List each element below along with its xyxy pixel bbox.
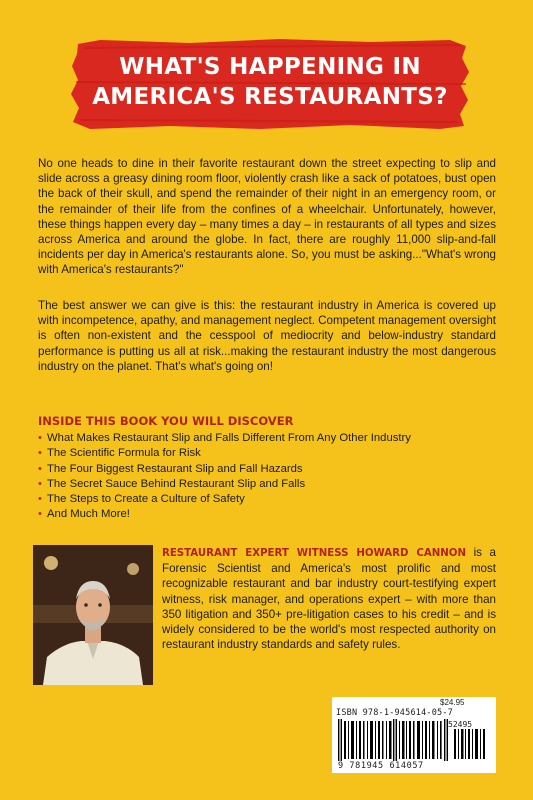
list-item: • The Four Biggest Restaurant Slip and Fall Hazards <box>38 462 411 477</box>
list-item: • The Scientific Formula for Risk <box>38 446 411 461</box>
author-portrait <box>33 545 153 685</box>
price-label: $24.95 <box>440 698 465 707</box>
list-item: • The Secret Sauce Behind Restaurant Slip and Falls <box>38 477 411 492</box>
intro-paragraph-1: No one heads to dine in their favorite restaurant down the street expecting to slip and slide across a greasy dining room floor, violently crash like a sack of potatoes, bust open the back of their skull, and spend the remainder of their night in an emergency room, or the remainder of their life from the confines of a wheelchair. Unfortunately, however, these things happen every day – many times a day – in restaurants of all types and sizes across America and around the globe. In fact, there are roughly 11,000 slip-and-fall incidents per day in America's restaurants alone. So, you must be asking..."What's wrong with America's restaurants?" <box>38 157 496 277</box>
price-addon-code: 52495 <box>448 720 473 729</box>
barcode-box <box>332 697 496 773</box>
intro-paragraph-2: The best answer we can give is this: the restaurant industry in America is covered up with incompetence, apathy, and management neglect. Competent management oversight is often non-existent and the cesspool of mediocrity and below-industry standard performance is putting us all at risk...making the restaurant industry the most dangerous industry on the planet. That's what's going on! <box>38 299 497 373</box>
barcode-icon <box>338 719 490 761</box>
header-banner <box>70 38 470 130</box>
author-photo <box>33 545 153 685</box>
barcode-digits: 9 781945 614057 <box>338 761 424 771</box>
discover-list <box>38 431 411 523</box>
isbn-label: ISBN 978-1-945614-05-7 <box>336 708 453 718</box>
list-item: • The Steps to Create a Culture of Safety <box>38 492 411 507</box>
list-item: • And Much More! <box>38 507 411 522</box>
discover-title: INSIDE THIS BOOK YOU WILL DISCOVER <box>38 414 294 428</box>
author-bio <box>162 545 496 652</box>
author-bio-text: is a Forensic Scientist and America's most prolific and most recognizable restaurant and bar industry court-testifying expert witness, risk manager, and operations expert – with more than 350 litigation and 350+ pre-litigation cases to his credit – and is widely considered to be the world's most respected authority on restaurant industry standards and safety rules. <box>162 546 496 652</box>
headline-line-1: WHAT'S HAPPENING IN <box>119 54 421 80</box>
headline-line-2: AMERICA'S RESTAURANTS? <box>92 84 448 110</box>
headline <box>70 52 470 112</box>
list-item: • What Makes Restaurant Slip and Falls Different From Any Other Industry <box>38 431 411 446</box>
author-name: RESTAURANT EXPERT WITNESS HOWARD CANNON <box>162 548 466 559</box>
